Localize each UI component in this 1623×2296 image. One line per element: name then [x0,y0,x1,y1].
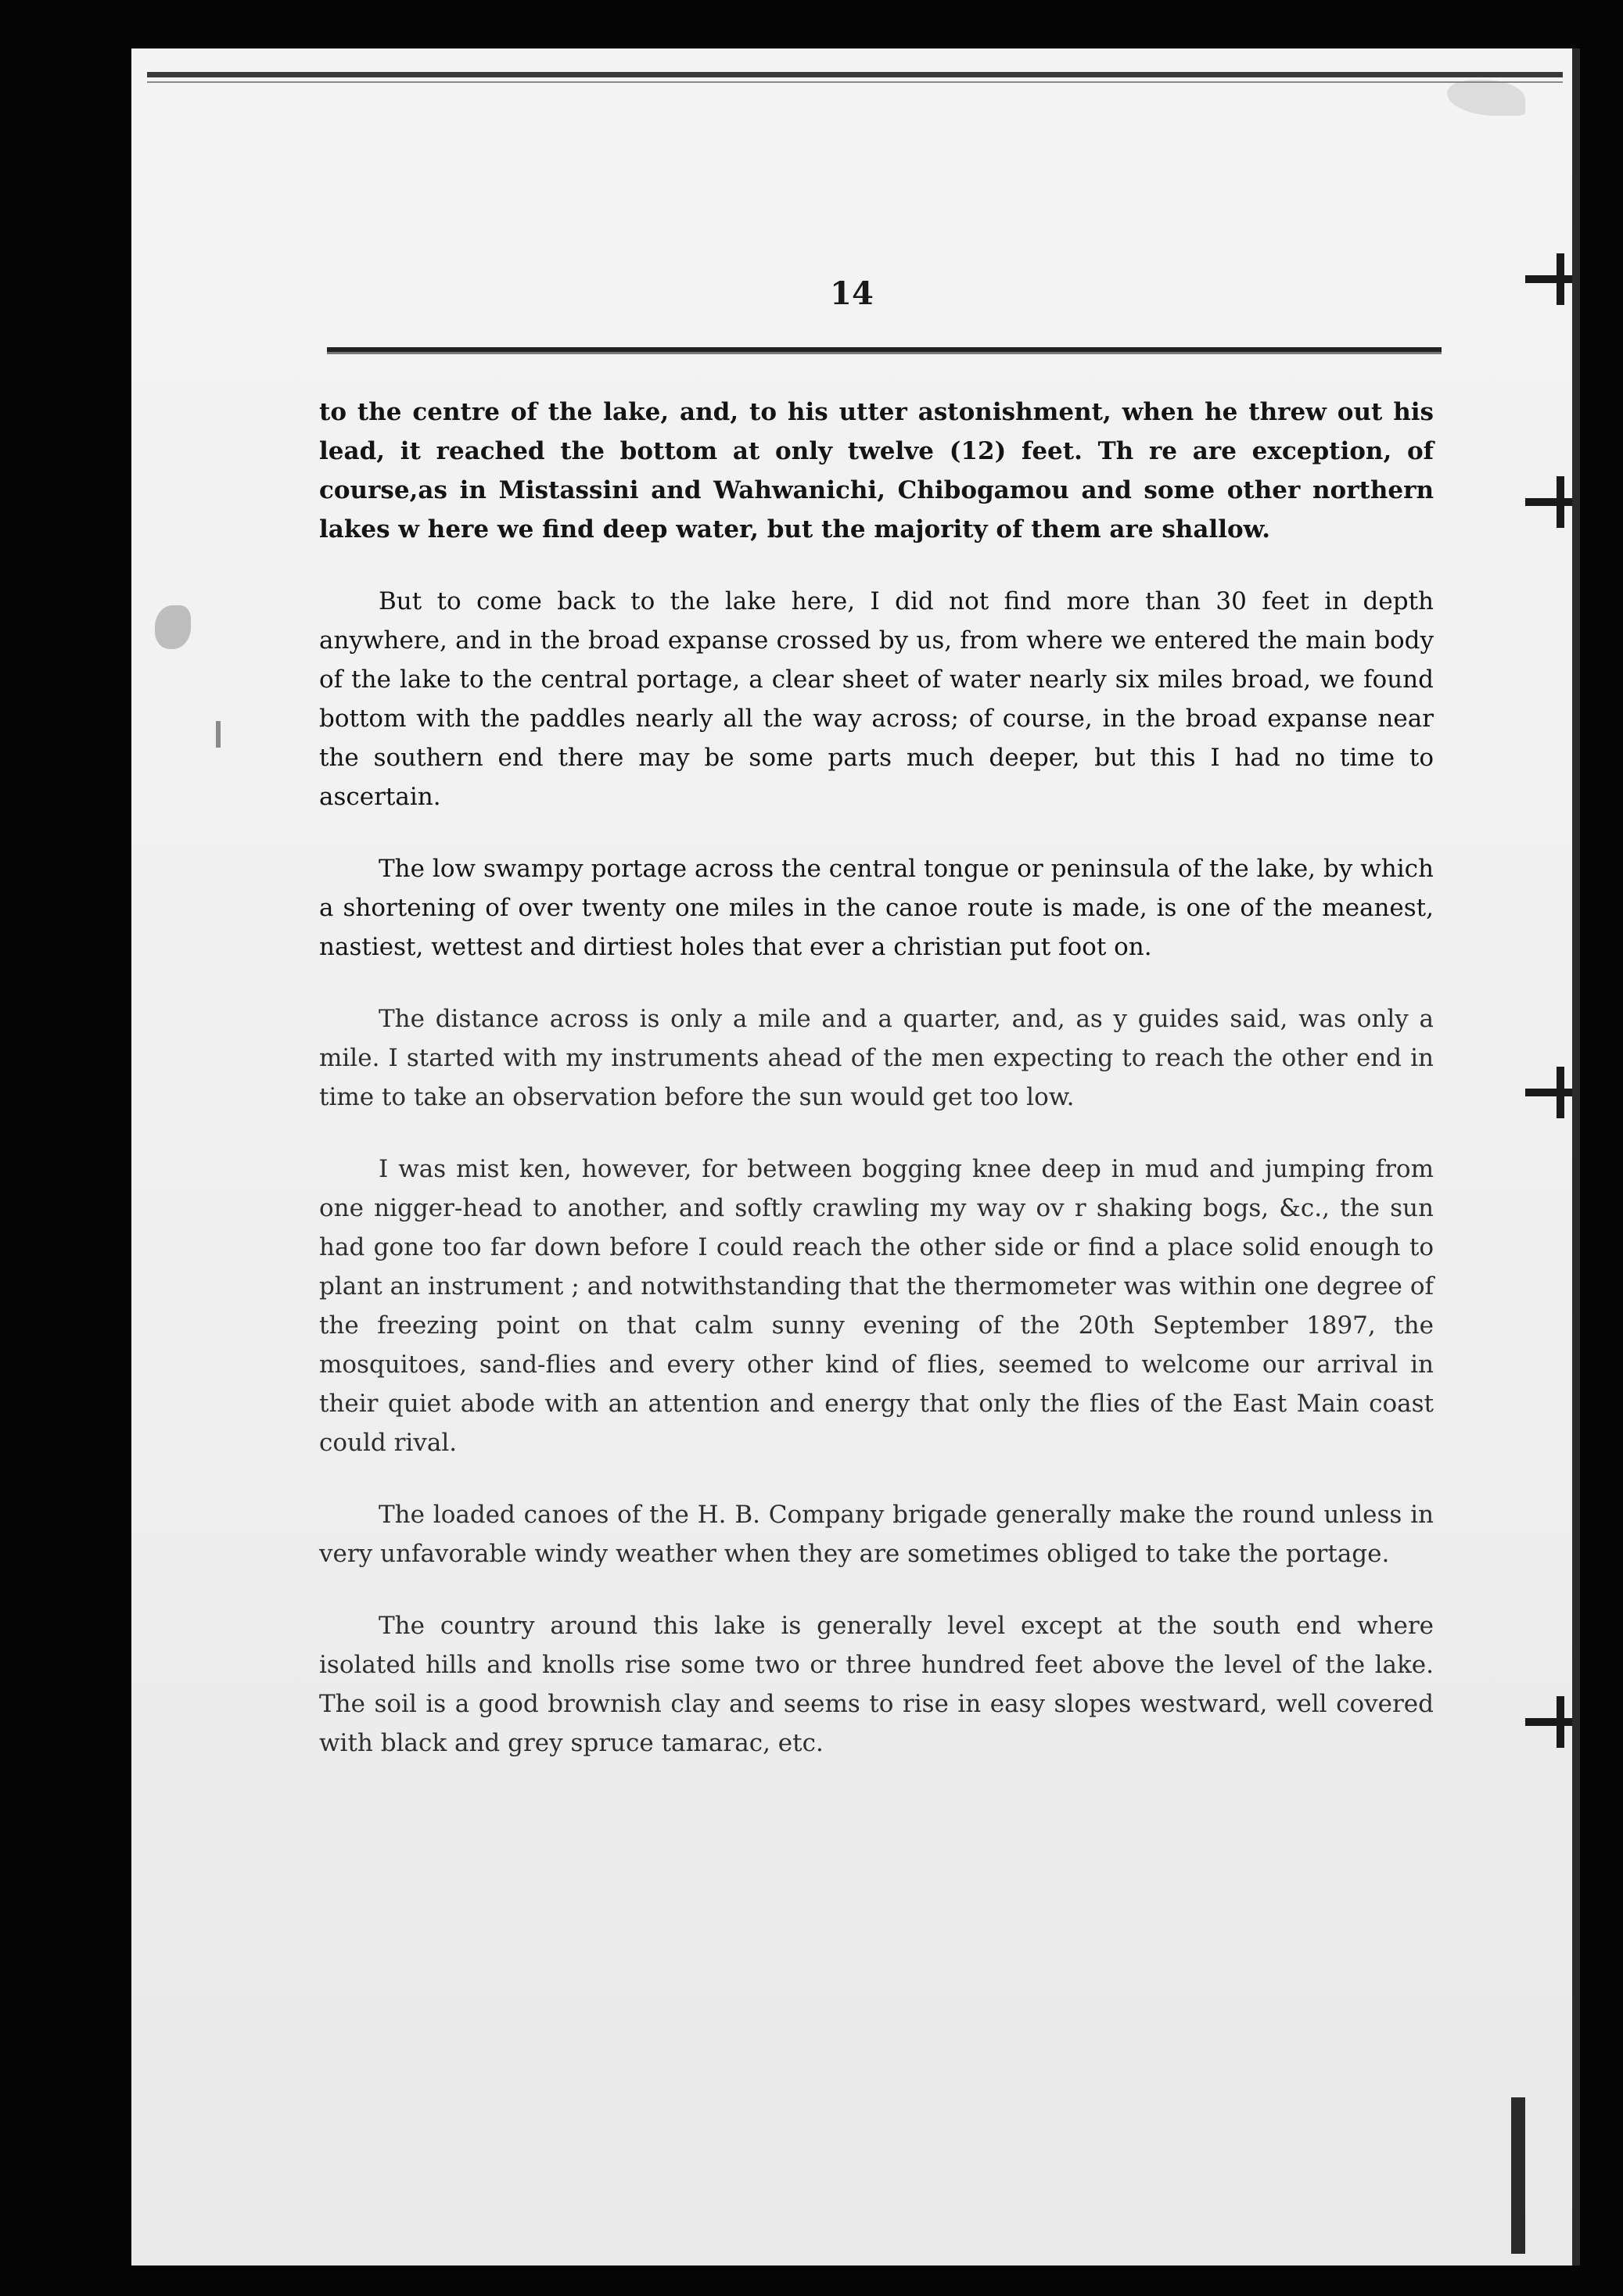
paragraph-6: The loaded canoes of the H. B. Company brigade generally make the round unless in very unfavorable windy weather when they are sometimes obliged to take the portage. [319,1501,1434,1568]
top-border-thin-rule [147,81,1563,83]
margin-tick-mark [216,721,221,748]
binding-edge-mark [1525,498,1572,506]
top-border-rule [147,72,1563,77]
corner-smudge [1447,80,1525,116]
binding-edge-mark [1525,275,1572,283]
header-rule [327,347,1442,354]
paragraph-5: I was mist ken, however, for between bogging knee deep in mud and jumping from one nigger-head to another, and softly crawling my way ov r shaking bogs, &c., the sun had gone too far down before I could reach the other side or find a place solid enough to plant an instrument ; and notwithstanding that the thermometer was within one degree of the freezing point on that calm sunny evening of the 20th September 1897, the mosquitoes, sand-flies and every other kind of flies, seemed to welcome our arrival in their quiet abode with an attention and energy that only the flies of the East Main coast could rival. [319,1155,1434,1457]
paragraph-2: But to come back to the lake here, I did not find more than 30 feet in depth anywhere, and in the broad expanse crossed by us, from where we entered the main body of the lake to the central portage, a clear sheet of water nearly six miles broad, we found bottom with the paddles nearly all the way across; of course, in the broad expanse near the southern end there may be some parts much deeper, but this I had no time to ascertain. [319,587,1434,811]
page-number: 14 [830,275,874,312]
binding-edge-mark [1525,1718,1572,1726]
margin-smudge [155,605,191,649]
paragraph-7: The country around this lake is generally level except at the south end where isolated hills and knolls rise some two or three hundred feet above the level of the lake. The soil is a good brownish clay and seems to rise in easy slopes westward, well covered with black and grey spruce tamarac, etc. [319,1612,1434,1757]
paragraph-1: to the centre of the lake, and, to his utter astonishment, when he threw out his lead, it reached the bottom at only twelve (12) feet. Th re are exception, of course,as in Mistassini and Wahwanichi, Chibogamou and some other northern lakes w here we find deep water, but the majority of them are shallow. [319,398,1434,544]
binding-edge-mark [1525,1089,1572,1096]
paragraph-4: The distance across is only a mile and a quarter, and, as y guides said, was only a mile. I started with my instruments ahead of the men expecting to reach the other end in time to take an observation before the sun would get too low. [319,1005,1434,1111]
body-text [319,393,1434,1796]
binding-edge-bar [1511,2097,1525,2254]
document-page [131,48,1580,2266]
paragraph-3: The low swampy portage across the central tongue or peninsula of the lake, by which a shortening of over twenty one miles in the canoe route is made, is one of the meanest, nastiest, wettest and dirtiest holes that ever a christian put foot on. [319,855,1434,961]
